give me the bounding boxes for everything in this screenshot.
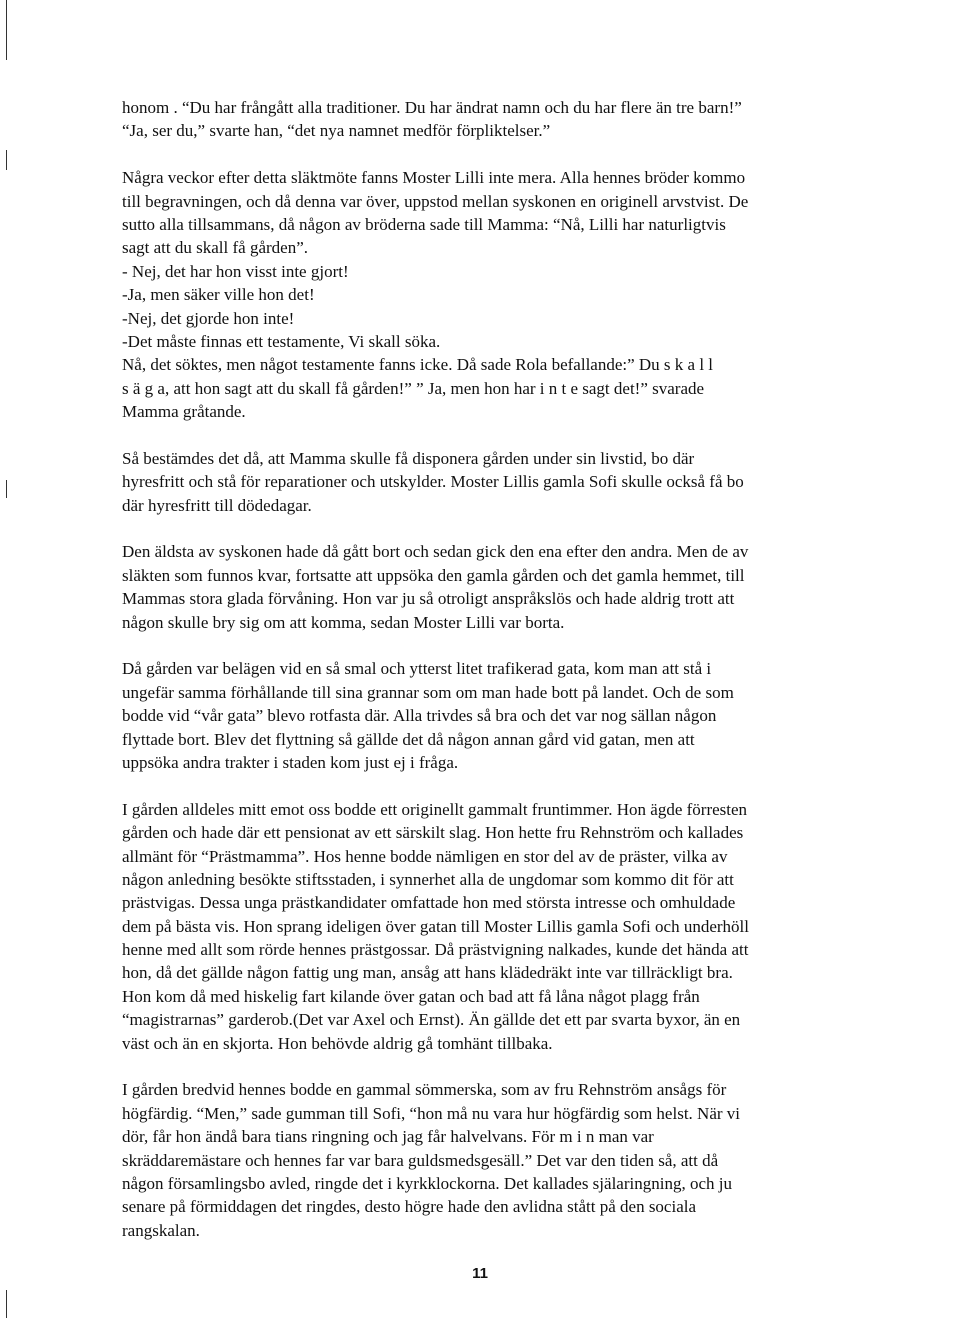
paragraph-gap xyxy=(122,1055,838,1078)
text-line: uppsöka andra trakter i staden kom just ej i fråga. xyxy=(122,752,459,772)
paragraph xyxy=(122,1078,838,1242)
text-line: I gården alldeles mitt emot oss bodde ett originellt gammalt fruntimmer. Hon ägde förresten xyxy=(122,799,748,819)
paragraph-gap xyxy=(122,423,838,446)
text-line: “magistrarnas” garderob.(Det var Axel och Ernst). Än gällde det ett par svarta byxor, än en xyxy=(122,1010,741,1030)
text-line: Nå, det söktes, men något testamente fanns icke. Då sade Rola befallande:” Du s k a l l xyxy=(122,355,714,375)
text-line: allmänt för “Prästmamma”. Hos henne bodde nämligen en stor del av de präster, vilka av xyxy=(122,846,728,866)
text-line: -Det måste finnas ett testamente, Vi skall söka. xyxy=(122,331,441,351)
text-line: någon församlingsbo avled, ringde det i kyrkklockorna. Det kallades själaringning, och ju xyxy=(122,1173,732,1193)
margin-mark xyxy=(6,0,7,60)
text-line: dem på bästa vis. Hon sprang ideligen över gatan till Moster Lillis gamla Sofi och underhöll xyxy=(122,916,749,936)
text-line: Hon kom då med hiskelig fart kilande över gatan och bad att få låna något plagg från xyxy=(122,986,700,1006)
text-line: ungefär samma förhållande till sina grannar som om man hade bott på landet. Och de som xyxy=(122,682,734,702)
paragraph-gap xyxy=(122,774,838,797)
text-line: bodde vid “vår gata” blevo rotfasta där. Alla trivdes så bra och det var nog sällan någon xyxy=(122,706,717,726)
text-line: dör, får hon ändå bara tians ringning och jag får halvelvans. För m i n man var xyxy=(122,1127,654,1147)
text-line: Så bestämdes det då, att Mamma skulle få disponera gården under sin livstid, bo där xyxy=(122,448,695,468)
paragraph xyxy=(122,447,838,517)
text-line: högfärdig. “Men,” sade gumman till Sofi, “hon må nu vara hur högfärdig som helst. När vi xyxy=(122,1103,740,1123)
text-line: hyresfritt och stå för reparationer och utskylder. Moster Lillis gamla Sofi skulle också få bo xyxy=(122,472,744,492)
text-line: -Nej, det gjorde hon inte! xyxy=(122,308,295,328)
text-line: I gården bredvid hennes bodde en gammal sömmerska, som av fru Rehnström ansågs för xyxy=(122,1080,727,1100)
text-line: Den äldsta av syskonen hade då gått bort och sedan gick den ena efter den andra. Men de av xyxy=(122,542,749,562)
text-line: -Ja, men säker ville hon det! xyxy=(122,285,315,305)
text-line: rangskalan. xyxy=(122,1220,200,1240)
text-line: skräddaremästare och hennes far var bara guldsmedsgesäll.” Det var den tiden så, att då xyxy=(122,1150,719,1170)
text-line: henne med allt som rörde hennes prästgossar. Då prästvigning nalkades, kunde det hända att xyxy=(122,940,749,960)
paragraph xyxy=(122,798,838,1055)
text-line: prästvigas. Dessa unga prästkandidater omfattade hon med största intresse och omhuldade xyxy=(122,893,736,913)
text-line: - Nej, det har hon visst inte gjort! xyxy=(122,261,349,281)
paragraph-gap xyxy=(122,634,838,657)
paragraph xyxy=(122,657,838,774)
text-line: Då gården var belägen vid en så smal och ytterst litet trafikerad gata, kom man att stå i xyxy=(122,659,712,679)
text-line: “Ja, ser du,” svarte han, “det nya namnet medför förpliktelser.” xyxy=(122,121,551,141)
text-line: Mammas stora glada förvåning. Hon var ju så otroligt anspråkslös och hade aldrig trott att xyxy=(122,589,735,609)
text-line: gården och hade där ett pensionat av ett särskilt slag. Hon hette fru Rehnström och kallades xyxy=(122,823,744,843)
text-line: släkten som funnos kvar, fortsatte att uppsöka den gamla gården och det gamla hemmet, till xyxy=(122,565,745,585)
text-line: Några veckor efter detta släktmöte fanns Moster Lilli inte mera. Alla hennes bröder kommo xyxy=(122,168,746,188)
paragraph xyxy=(122,96,838,143)
paragraph xyxy=(122,540,838,634)
paragraph-gap xyxy=(122,517,838,540)
text-line: någon anledning besökte stiftsstaden, i synnerhet alla de ungdomar som kommo dit för att xyxy=(122,869,734,889)
paragraph xyxy=(122,166,838,423)
text-line: sutto alla tillsammans, då någon av bröderna sade till Mamma: “Nå, Lilli har naturligtvis xyxy=(122,214,726,234)
text-line: sagt att du skall få gården”. xyxy=(122,238,308,258)
text-line: s ä g a, att hon sagt att du skall få gården!” ” Ja, men hon har i n t e sagt det!” svarade xyxy=(122,378,705,398)
text-line: väst och än en skjorta. Hon behövde aldrig gå tomhänt tillbaka. xyxy=(122,1033,553,1053)
paragraph-gap xyxy=(122,143,838,166)
margin-mark xyxy=(6,150,7,170)
text-line: flyttade bort. Blev det flyttning så gällde det då någon annan gård vid gatan, men att xyxy=(122,729,695,749)
text-line: hon, då det gällde någon fattig ung man, ansåg att hans klädedräkt inte var tillräckligt bra. xyxy=(122,963,733,983)
text-line: senare på förmiddagen det ringdes, desto högre hade den avlidna stått på den sociala xyxy=(122,1197,697,1217)
margin-mark xyxy=(6,480,7,498)
margin-mark xyxy=(6,1290,7,1318)
text-line: honom . “Du har frångått alla traditioner. Du har ändrat namn och du har flere än tre barn!” xyxy=(122,98,742,117)
document-page xyxy=(122,96,838,1242)
page-number: 11 xyxy=(472,1265,488,1282)
text-line: till begravningen, och då denna var över, uppstod mellan syskonen en originell arvstvist. De xyxy=(122,191,749,211)
text-line: där hyresfritt till dödedagar. xyxy=(122,495,312,515)
text-line: någon skulle bry sig om att komma, sedan Moster Lilli var borta. xyxy=(122,612,565,632)
text-line: Mamma gråtande. xyxy=(122,402,246,422)
